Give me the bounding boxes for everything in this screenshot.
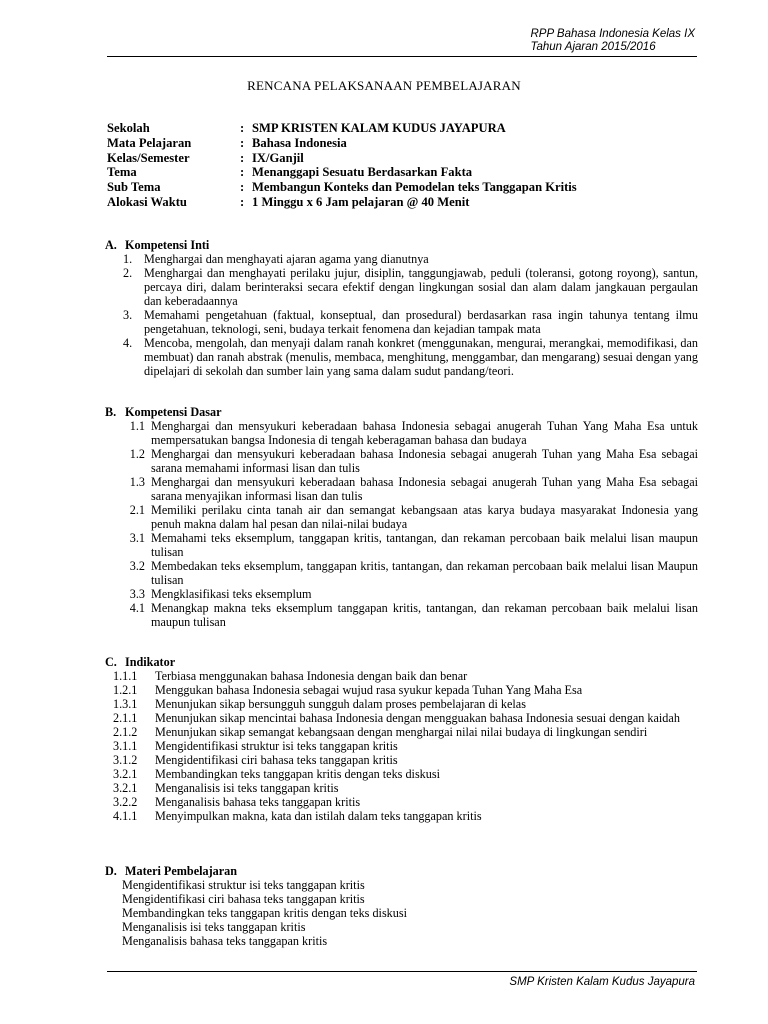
section-title: Materi Pembelajaran [125, 864, 238, 878]
info-separator: : [240, 194, 245, 209]
info-value: IX/Ganjil [252, 150, 304, 165]
info-row-alokasi-waktu [107, 195, 707, 210]
section-kompetensi-dasar [105, 405, 698, 629]
list-item [105, 266, 698, 308]
info-row-sekolah [107, 121, 707, 136]
item-text: Menunjukan sikap semangat kebangsaan dengan menghargai nilai nilai budaya di lingkungan sendiri [155, 725, 648, 739]
item-number: 1.3 [129, 475, 145, 489]
list-item [105, 711, 698, 725]
item-number: 4. [123, 336, 133, 350]
section-letter: C. [105, 655, 117, 669]
list-item [105, 308, 698, 336]
item-text: Menganalisis isi teks tanggapan kritis [155, 781, 339, 795]
item-number: 3.2.1 [113, 781, 138, 795]
item-number: 4.1.1 [113, 809, 138, 823]
item-text: Menghargai dan mensyukuri keberadaan bahasa Indonesia sebagai anugerah Tuhan Yang Maha Esa untuk mempersatukan bangsa Indonesia di tengah keberagaman bahasa dan budaya [151, 419, 698, 447]
list-item: Mengidentifikasi ciri bahasa teks tanggapan kritis [122, 892, 365, 906]
identity-table [107, 121, 707, 210]
item-text: Membedakan teks eksemplum, tanggapan kritis, tantangan, dan rekaman percobaan baik melalui lisan Maupun tulisan [151, 559, 698, 587]
list-item [105, 683, 698, 697]
item-text: Menunjukan sikap mencintai bahasa Indonesia dengan mengguakan bahasa Indonesia sesuai dengan kaidah [155, 711, 680, 725]
item-text: Mengklasifikasi teks eksemplum [151, 587, 312, 601]
list-item [105, 795, 698, 809]
item-text: Terbiasa menggunakan bahasa Indonesia dengan baik dan benar [155, 669, 468, 683]
list-item [105, 252, 698, 266]
list-item: Menganalisis bahasa teks tanggapan kritis [122, 934, 328, 948]
list-item: Mengidentifikasi struktur isi teks tanggapan kritis [122, 878, 365, 892]
list-item [105, 447, 698, 475]
item-text: Menghargai dan menghayati perilaku jujur, disiplin, tanggungjawab, peduli (toleransi, gotong royong), santun, percaya diri, dalam berinteraksi secara efektif dengan lingkungan sosial dan alam dalam jangkauan pergaulan dan keberadaannya [144, 266, 698, 308]
section-letter: A. [105, 238, 117, 252]
list-item: Membandingkan teks tanggapan kritis dengan teks diskusi [122, 906, 408, 920]
item-number: 1.3.1 [113, 697, 138, 711]
section-heading [105, 238, 698, 252]
info-separator: : [240, 150, 245, 165]
item-number: 3.1.2 [113, 753, 138, 767]
item-text: Mengidentifikasi ciri bahasa teks tanggapan kritis [155, 753, 398, 767]
page-footer: SMP Kristen Kalam Kudus Jayapura [509, 976, 695, 988]
footer-rule [107, 971, 697, 972]
section-materi-pembelajaran [105, 864, 698, 948]
item-text: Memiliki perilaku cinta tanah air dan semangat kebangsaan atas karya budaya masyarakat Indonesia yang penuh makna dalam hal pesan dan nilai-nilai budaya [151, 503, 698, 531]
list-item [105, 475, 698, 503]
info-label: Mata Pelajaran [107, 135, 192, 150]
info-separator: : [240, 135, 245, 150]
item-text: Menangkap makna teks eksemplum tanggapan kritis, tantangan, dan rekaman percobaan baik melalui lisan maupun tulisan [151, 601, 698, 629]
item-text: Menganalisis bahasa teks tanggapan kritis [155, 795, 361, 809]
list-item [105, 419, 698, 447]
info-label: Tema [107, 165, 137, 180]
list-item: Menganalisis isi teks tanggapan kritis [122, 920, 306, 934]
section-title: Kompetensi Inti [125, 238, 210, 252]
item-text: Mencoba, mengolah, dan menyaji dalam ranah konkret (menggunakan, mengurai, merangkai, memodifikasi, dan membuat) dan ranah abstrak (menulis, membaca, menghitung, menggambar, dan mengarang) sesuai dengan yang dipelajari di sekolah dan sumber lain yang sama dalam sudut pandang/teori. [144, 336, 698, 378]
info-row-sub-tema [107, 180, 707, 195]
list-item [105, 669, 698, 683]
item-number: 3. [123, 308, 133, 322]
info-value: Bahasa Indonesia [252, 135, 347, 150]
section-heading [105, 864, 698, 878]
section-letter: B. [105, 405, 117, 419]
item-number: 2.1.1 [113, 711, 138, 725]
section-letter: D. [105, 864, 117, 878]
item-text: Menghargai dan mensyukuri keberadaan bahasa Indonesia sebagai anugerah Tuhan yang Maha Esa sebagai sarana menyajikan informasi lisan dan tulis [151, 475, 698, 503]
list-item [105, 753, 698, 767]
list-item [105, 697, 698, 711]
header-line-1: RPP Bahasa Indonesia Kelas IX [530, 28, 695, 40]
list-item [105, 587, 698, 601]
page-header [530, 28, 695, 54]
item-number: 2.1 [129, 503, 145, 517]
item-text: Membandingkan teks tanggapan kritis dengan teks diskusi [155, 767, 441, 781]
list-item [105, 503, 698, 531]
info-label: Sekolah [107, 121, 150, 135]
info-label: Alokasi Waktu [107, 194, 187, 209]
item-text: Memahami teks eksemplum, tanggapan kritis, tantangan, dan rekaman percobaan baik melalui lisan maupun tulisan [151, 531, 698, 559]
section-title: Indikator [125, 655, 176, 669]
info-row-mata-pelajaran [107, 136, 707, 151]
item-number: 3.2 [129, 559, 145, 573]
info-label: Sub Tema [107, 180, 161, 195]
list-item [105, 767, 698, 781]
item-number: 2. [123, 266, 133, 280]
info-separator: : [240, 180, 245, 195]
item-number: 4.1 [129, 601, 145, 615]
section-kompetensi-inti [105, 238, 698, 378]
list-item [105, 601, 698, 629]
item-text: Menyimpulkan makna, kata dan istilah dalam teks tanggapan kritis [155, 809, 482, 823]
item-number: 1.2 [129, 447, 145, 461]
info-row-kelas-semester [107, 151, 707, 166]
list-item [105, 531, 698, 559]
section-heading [105, 655, 698, 669]
list-item [105, 739, 698, 753]
info-value: Menanggapi Sesuatu Berdasarkan Fakta [252, 165, 473, 180]
item-number: 1.2.1 [113, 683, 138, 697]
list-item [105, 725, 698, 739]
document-title: RENCANA PELAKSANAAN PEMBELAJARAN [247, 78, 521, 93]
item-number: 3.2.1 [113, 767, 138, 781]
info-separator: : [240, 165, 245, 180]
item-number: 2.1.2 [113, 725, 138, 739]
info-value: Membangun Konteks dan Pemodelan teks Tanggapan Kritis [252, 180, 577, 195]
list-item [105, 781, 698, 795]
info-value: 1 Minggu x 6 Jam pelajaran @ 40 Menit [252, 194, 470, 209]
item-number: 3.1 [129, 531, 145, 545]
list-item [105, 809, 698, 823]
list-item [105, 559, 698, 587]
item-number: 3.1.1 [113, 739, 138, 753]
item-text: Memahami pengetahuan (faktual, konseptual, dan prosedural) berdasarkan rasa ingin tahunya tentang ilmu pengetahuan, teknologi, seni, budaya terkait fenomena dan kejadian tampak mata [144, 308, 698, 336]
item-number: 3.3 [129, 587, 145, 601]
item-number: 1.1 [129, 419, 145, 433]
info-value: SMP KRISTEN KALAM KUDUS JAYAPURA [252, 121, 506, 135]
info-row-tema [107, 165, 707, 180]
info-label: Kelas/Semester [107, 150, 190, 165]
info-separator: : [240, 121, 245, 135]
section-heading [105, 405, 698, 419]
item-text: Menghargai dan menghayati ajaran agama yang dianutnya [144, 252, 429, 266]
item-number: 1.1.1 [113, 669, 138, 683]
header-line-2: Tahun Ajaran 2015/2016 [530, 41, 656, 53]
section-indikator [105, 655, 698, 823]
item-text: Menghargai dan mensyukuri keberadaan bahasa Indonesia sebagai anugerah Tuhan yang Maha Esa sebagai sarana memahami informasi lisan dan tulis [151, 447, 698, 475]
list-item [105, 336, 698, 378]
item-text: Menunjukan sikap bersungguh sungguh dalam proses pembelajaran di kelas [155, 697, 526, 711]
header-rule [107, 56, 697, 57]
item-number: 3.2.2 [113, 795, 138, 809]
section-title: Kompetensi Dasar [125, 405, 222, 419]
item-number: 1. [123, 252, 133, 266]
item-text: Menggukan bahasa Indonesia sebagai wujud rasa syukur kepada Tuhan Yang Maha Esa [155, 683, 583, 697]
item-text: Mengidentifikasi struktur isi teks tanggapan kritis [155, 739, 398, 753]
